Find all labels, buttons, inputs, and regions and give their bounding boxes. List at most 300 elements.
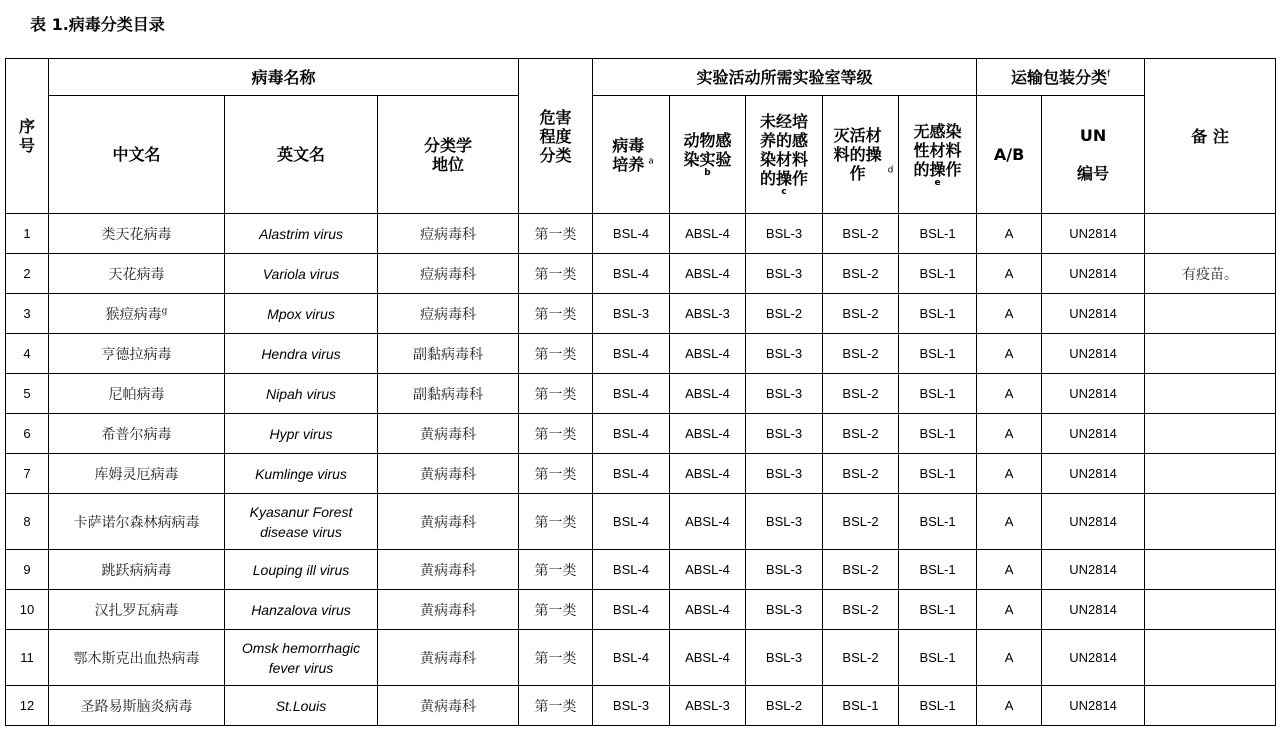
cell-en-text: Alastrim virus (258, 225, 343, 242)
cell-animal (670, 214, 746, 254)
cell-ab-text: A (1004, 386, 1014, 401)
cell-en-text: Variola virus (262, 265, 340, 282)
cell-cn-text: 尼帕病毒 (108, 386, 165, 403)
cell-cn (49, 630, 225, 686)
cell-no-text: 4 (23, 346, 31, 361)
cell-ab (977, 414, 1042, 454)
cell-uncultured-text: BSL-3 (765, 602, 803, 617)
cell-culture (593, 254, 670, 294)
cell-note (1145, 214, 1276, 254)
cell-culture (593, 686, 670, 726)
cell-note (1145, 294, 1276, 334)
cell-un (1042, 590, 1145, 630)
cell-culture-text: BSL-4 (612, 602, 650, 617)
cell-animal (670, 254, 746, 294)
cell-hazard-text: 第一类 (534, 306, 577, 323)
cell-culture (593, 414, 670, 454)
cell-hazard (519, 630, 593, 686)
cell-no (6, 630, 49, 686)
cell-hazard-text: 第一类 (534, 602, 577, 619)
cell-inactivated (823, 414, 899, 454)
cell-culture-text: BSL-4 (612, 514, 650, 529)
cell-animal (670, 494, 746, 550)
cell-uncultured (746, 686, 823, 726)
cell-un-text: UN2814 (1069, 226, 1117, 241)
table-row (6, 254, 1276, 294)
cell-ab-text: A (1004, 650, 1014, 665)
header-noninfectious-text: 无感染性材料的操作 (913, 121, 962, 179)
header-seq (6, 59, 49, 214)
cell-uncultured (746, 334, 823, 374)
cell-uncultured-text: BSL-2 (765, 698, 803, 713)
cell-tax-text: 黄病毒科 (420, 466, 476, 483)
cell-no (6, 374, 49, 414)
cell-un-text: UN2814 (1069, 698, 1117, 713)
cell-un (1042, 454, 1145, 494)
header-transport (977, 59, 1145, 96)
cell-ab (977, 374, 1042, 414)
footnote-g: g (161, 305, 168, 316)
cell-noninfectious (899, 454, 977, 494)
cell-no (6, 414, 49, 454)
cell-no-text: 9 (23, 562, 31, 577)
cell-hazard (519, 374, 593, 414)
cell-un (1042, 494, 1145, 550)
cell-animal-text: ABSL-4 (685, 650, 730, 665)
cell-noninfectious (899, 686, 977, 726)
cell-en (225, 454, 378, 494)
cell-culture-text: BSL-4 (612, 346, 650, 361)
cell-animal-text: ABSL-3 (685, 306, 730, 321)
cell-cn-text: 汉扎罗瓦病毒 (94, 602, 179, 619)
cell-cn-text: 鄂木斯克出血热病毒 (73, 650, 200, 667)
cell-noninfectious (899, 214, 977, 254)
cell-cn (49, 374, 225, 414)
cell-noninfectious (899, 494, 977, 550)
cell-culture (593, 334, 670, 374)
cell-animal (670, 454, 746, 494)
cell-inactivated-text: BSL-2 (842, 466, 879, 481)
cell-uncultured-text: BSL-3 (765, 466, 803, 481)
header-animal-text: 动物感染实验 (683, 131, 732, 169)
cell-noninfectious-text: BSL-1 (919, 306, 956, 321)
cell-inactivated-text: BSL-2 (842, 306, 879, 321)
cell-tax (378, 294, 519, 334)
cell-cn-text: 库姆灵厄病毒 (94, 466, 179, 483)
cell-cn-text: 类天花病毒 (101, 226, 172, 243)
cell-ab-text: A (1004, 562, 1014, 577)
header-hazard (519, 59, 593, 214)
footnote-d: d (887, 165, 894, 176)
cell-animal (670, 294, 746, 334)
cell-cn (49, 414, 225, 454)
cell-un-text: UN2814 (1069, 346, 1117, 361)
cell-tax-text: 黄病毒科 (420, 562, 476, 579)
cell-cn (49, 494, 225, 550)
cell-culture (593, 494, 670, 550)
header-animal (670, 96, 746, 214)
cell-no-text: 3 (23, 306, 31, 321)
cell-un-text: UN2814 (1069, 650, 1117, 665)
cell-noninfectious-text: BSL-1 (919, 346, 956, 361)
cell-animal-text: ABSL-4 (685, 226, 730, 241)
cell-ab (977, 254, 1042, 294)
cell-en (225, 294, 378, 334)
cell-no (6, 494, 49, 550)
cell-un (1042, 334, 1145, 374)
cell-tax (378, 374, 519, 414)
cell-cn (49, 686, 225, 726)
cell-culture-text: BSL-4 (612, 426, 650, 441)
cell-animal (670, 334, 746, 374)
table-row (6, 414, 1276, 454)
cell-noninfectious (899, 294, 977, 334)
cell-uncultured (746, 414, 823, 454)
cell-inactivated (823, 494, 899, 550)
footnote-c: c (781, 187, 787, 197)
cell-hazard (519, 214, 593, 254)
cell-noninfectious-text: BSL-1 (919, 426, 956, 441)
cell-uncultured (746, 550, 823, 590)
header-lab-level: 实验活动所需实验室等级 (593, 59, 977, 96)
cell-inactivated (823, 214, 899, 254)
cell-un (1042, 214, 1145, 254)
cell-en-text: Hypr virus (269, 425, 333, 442)
cell-culture-text: BSL-4 (612, 266, 650, 281)
cell-noninfectious (899, 334, 977, 374)
cell-uncultured-text: BSL-3 (765, 426, 803, 441)
cell-en (225, 686, 378, 726)
cell-un-text: UN2814 (1069, 514, 1117, 529)
cell-animal (670, 414, 746, 454)
cell-uncultured-text: BSL-2 (765, 306, 803, 321)
cell-en (225, 334, 378, 374)
cell-en-text: St.Louis (275, 697, 327, 714)
header-culture (593, 96, 670, 214)
table-body (6, 214, 1276, 726)
cell-uncultured (746, 254, 823, 294)
cell-inactivated-text: BSL-2 (842, 650, 879, 665)
header-en-name: 英文名 (225, 96, 378, 214)
cell-tax (378, 630, 519, 686)
header-seq-text: 序号 (18, 117, 35, 155)
cell-culture-text: BSL-4 (612, 562, 650, 577)
cell-ab (977, 550, 1042, 590)
cell-inactivated (823, 254, 899, 294)
cell-hazard-text: 第一类 (534, 698, 577, 715)
cell-noninfectious-text: BSL-1 (919, 602, 956, 617)
cell-un-text: UN2814 (1069, 266, 1117, 281)
header-culture-text: 病毒培养 (612, 135, 645, 174)
cell-ab (977, 214, 1042, 254)
cell-un (1042, 630, 1145, 686)
cell-inactivated (823, 374, 899, 414)
cell-uncultured-text: BSL-3 (765, 386, 803, 401)
cell-culture-text: BSL-4 (612, 226, 650, 241)
cell-uncultured-text: BSL-3 (765, 266, 803, 281)
cell-note (1145, 630, 1276, 686)
cell-hazard (519, 414, 593, 454)
header-inactivated-text: 灭活材料的操作 (833, 126, 882, 183)
cell-uncultured (746, 294, 823, 334)
cell-un-text: UN2814 (1069, 562, 1117, 577)
cell-tax (378, 414, 519, 454)
cell-noninfectious-text: BSL-1 (919, 266, 956, 281)
cell-note (1145, 686, 1276, 726)
cell-hazard-text: 第一类 (534, 466, 577, 483)
cell-hazard (519, 334, 593, 374)
cell-note-text: 有疫苗。 (1182, 266, 1239, 283)
cell-culture-text: BSL-3 (612, 306, 650, 321)
cell-noninfectious (899, 414, 977, 454)
cell-animal (670, 550, 746, 590)
cell-hazard-text: 第一类 (534, 266, 577, 283)
cell-inactivated-text: BSL-2 (842, 346, 879, 361)
cell-note (1145, 414, 1276, 454)
cell-noninfectious (899, 374, 977, 414)
cell-no-text: 2 (23, 266, 31, 281)
cell-hazard-text: 第一类 (534, 226, 577, 243)
cell-animal-text: ABSL-4 (685, 386, 730, 401)
cell-no-text: 10 (19, 602, 35, 617)
cell-hazard (519, 454, 593, 494)
cell-no-text: 1 (23, 226, 31, 241)
table-row (6, 494, 1276, 550)
footnote-e: e (934, 177, 941, 188)
cell-ab (977, 590, 1042, 630)
cell-animal-text: ABSL-4 (685, 426, 730, 441)
cell-tax-text: 痘病毒科 (420, 226, 476, 243)
cell-uncultured (746, 630, 823, 686)
cell-en (225, 414, 378, 454)
cell-inactivated-text: BSL-2 (842, 386, 879, 401)
cell-inactivated-text: BSL-2 (842, 514, 879, 529)
cell-inactivated (823, 686, 899, 726)
cell-tax-text: 副黏病毒科 (413, 346, 483, 363)
cell-inactivated (823, 630, 899, 686)
cell-en (225, 630, 378, 686)
cell-no (6, 454, 49, 494)
cell-en-text: Kumlinge virus (255, 465, 347, 482)
cell-animal-text: ABSL-4 (685, 514, 730, 529)
cell-un-text: UN2814 (1069, 386, 1117, 401)
cell-ab-text: A (1004, 306, 1014, 321)
cell-ab (977, 630, 1042, 686)
cell-ab-text: A (1004, 514, 1014, 529)
cell-note (1145, 550, 1276, 590)
cell-un (1042, 550, 1145, 590)
cell-inactivated (823, 454, 899, 494)
cell-no-text: 11 (20, 650, 34, 665)
cell-culture-text: BSL-4 (612, 650, 650, 665)
cell-tax (378, 494, 519, 550)
cell-en (225, 214, 378, 254)
cell-culture (593, 374, 670, 414)
cell-ab-text: A (1004, 266, 1014, 281)
header-uncultured-text: 未经培养的感染材料的操作 (759, 112, 808, 188)
cell-animal-text: ABSL-3 (685, 698, 730, 713)
cell-note (1145, 254, 1276, 294)
cell-culture (593, 214, 670, 254)
cell-inactivated-text: BSL-2 (842, 426, 879, 441)
cell-noninfectious-text: BSL-1 (919, 562, 956, 577)
cell-tax-text: 黄病毒科 (420, 698, 476, 715)
cell-noninfectious (899, 590, 977, 630)
cell-culture-text: BSL-4 (612, 386, 650, 401)
cell-un (1042, 294, 1145, 334)
cell-tax (378, 550, 519, 590)
cell-cn-text: 圣路易斯脑炎病毒 (80, 698, 193, 715)
header-remarks: 备 注 (1145, 59, 1276, 214)
header-un-bottom: 编号 (1077, 164, 1110, 183)
cell-no-text: 5 (23, 386, 31, 401)
cell-culture (593, 590, 670, 630)
cell-no-text: 6 (23, 426, 31, 441)
cell-inactivated-text: BSL-2 (842, 266, 879, 281)
cell-ab (977, 454, 1042, 494)
cell-no-text: 12 (19, 698, 35, 713)
cell-tax-text: 黄病毒科 (420, 602, 476, 619)
cell-tax-text: 痘病毒科 (420, 306, 476, 323)
cell-note (1145, 454, 1276, 494)
cell-cn-text: 希普尔病毒 (101, 426, 172, 443)
header-uncultured (746, 96, 823, 214)
cell-en-text: Hendra virus (261, 345, 341, 362)
header-inactivated (823, 96, 899, 214)
cell-hazard (519, 550, 593, 590)
cell-hazard-text: 第一类 (534, 346, 577, 363)
cell-ab-text: A (1004, 602, 1014, 617)
cell-uncultured (746, 590, 823, 630)
cell-un-text: UN2814 (1069, 602, 1117, 617)
cell-cn-text: 猴痘病毒 (105, 306, 162, 323)
cell-tax-text: 黄病毒科 (420, 514, 476, 531)
cell-en-text: Omsk hemorrhagic fever virus (241, 639, 361, 676)
cell-noninfectious-text: BSL-1 (919, 650, 956, 665)
header-noninfectious (899, 96, 977, 214)
cell-en-text: Kyasanur Forest disease virus (249, 503, 353, 540)
cell-ab-text: A (1004, 226, 1014, 241)
cell-ab (977, 334, 1042, 374)
cell-animal (670, 590, 746, 630)
cell-ab-text: A (1004, 698, 1014, 713)
cell-uncultured (746, 374, 823, 414)
cell-un (1042, 254, 1145, 294)
cell-noninfectious-text: BSL-1 (919, 698, 956, 713)
cell-no (6, 550, 49, 590)
header-hazard-text: 危害程度分类 (539, 107, 572, 165)
cell-animal (670, 374, 746, 414)
cell-hazard (519, 294, 593, 334)
table-row (6, 374, 1276, 414)
cell-hazard-text: 第一类 (534, 650, 577, 667)
cell-cn-text: 亨德拉病毒 (101, 346, 172, 363)
cell-en-text: Hanzalova virus (251, 601, 351, 618)
table-row (6, 334, 1276, 374)
cell-animal-text: ABSL-4 (685, 346, 730, 361)
cell-inactivated (823, 590, 899, 630)
cell-animal (670, 686, 746, 726)
cell-cn (49, 254, 225, 294)
cell-uncultured-text: BSL-3 (765, 226, 803, 241)
header-virus-name: 病毒名称 (49, 59, 519, 96)
cell-culture-text: BSL-4 (612, 466, 650, 481)
cell-no (6, 590, 49, 630)
cell-note (1145, 334, 1276, 374)
cell-hazard (519, 686, 593, 726)
cell-inactivated (823, 294, 899, 334)
cell-uncultured (746, 494, 823, 550)
cell-uncultured-text: BSL-3 (765, 514, 803, 529)
cell-uncultured-text: BSL-3 (765, 562, 803, 577)
cell-uncultured (746, 454, 823, 494)
cell-noninfectious-text: BSL-1 (919, 514, 956, 529)
cell-note (1145, 374, 1276, 414)
cell-cn-text: 天花病毒 (108, 266, 165, 283)
cell-cn (49, 334, 225, 374)
cell-un (1042, 374, 1145, 414)
cell-en-text: Louping ill virus (252, 561, 350, 578)
cell-culture (593, 294, 670, 334)
cell-tax-text: 黄病毒科 (420, 426, 476, 443)
cell-hazard (519, 494, 593, 550)
cell-cn (49, 214, 225, 254)
cell-un-text: UN2814 (1069, 306, 1117, 321)
cell-en (225, 550, 378, 590)
cell-cn (49, 590, 225, 630)
table-row (6, 214, 1276, 254)
cell-no (6, 294, 49, 334)
cell-un-text: UN2814 (1069, 466, 1117, 481)
cell-hazard (519, 590, 593, 630)
footnote-a: a (648, 156, 654, 167)
cell-hazard-text: 第一类 (534, 562, 577, 579)
header-un (1042, 96, 1145, 214)
cell-tax-text: 黄病毒科 (420, 650, 476, 667)
cell-note (1145, 590, 1276, 630)
virus-classification-table (5, 58, 1276, 726)
cell-en (225, 590, 378, 630)
cell-inactivated-text: BSL-2 (842, 562, 879, 577)
table-title: 表 1.病毒分类目录 (30, 15, 165, 34)
footnote-b: b (704, 168, 711, 178)
cell-cn (49, 294, 225, 334)
cell-un-text: UN2814 (1069, 426, 1117, 441)
header-transport-text: 运输包装分类 (1010, 67, 1107, 87)
cell-noninfectious-text: BSL-1 (919, 466, 956, 481)
cell-uncultured (746, 214, 823, 254)
cell-note (1145, 494, 1276, 550)
cell-ab (977, 494, 1042, 550)
table-row (6, 454, 1276, 494)
header-taxonomy (378, 96, 519, 214)
cell-hazard-text: 第一类 (534, 426, 577, 443)
cell-inactivated-text: BSL-1 (842, 698, 879, 713)
cell-tax (378, 454, 519, 494)
cell-animal (670, 630, 746, 686)
cell-no (6, 686, 49, 726)
cell-en (225, 494, 378, 550)
header-taxonomy-text: 分类学地位 (423, 135, 472, 174)
cell-ab-text: A (1004, 346, 1014, 361)
cell-culture (593, 630, 670, 686)
table-row (6, 590, 1276, 630)
cell-tax-text: 副黏病毒科 (413, 386, 483, 403)
cell-en (225, 254, 378, 294)
cell-no-text: 7 (23, 466, 31, 481)
cell-ab (977, 686, 1042, 726)
cell-noninfectious (899, 550, 977, 590)
